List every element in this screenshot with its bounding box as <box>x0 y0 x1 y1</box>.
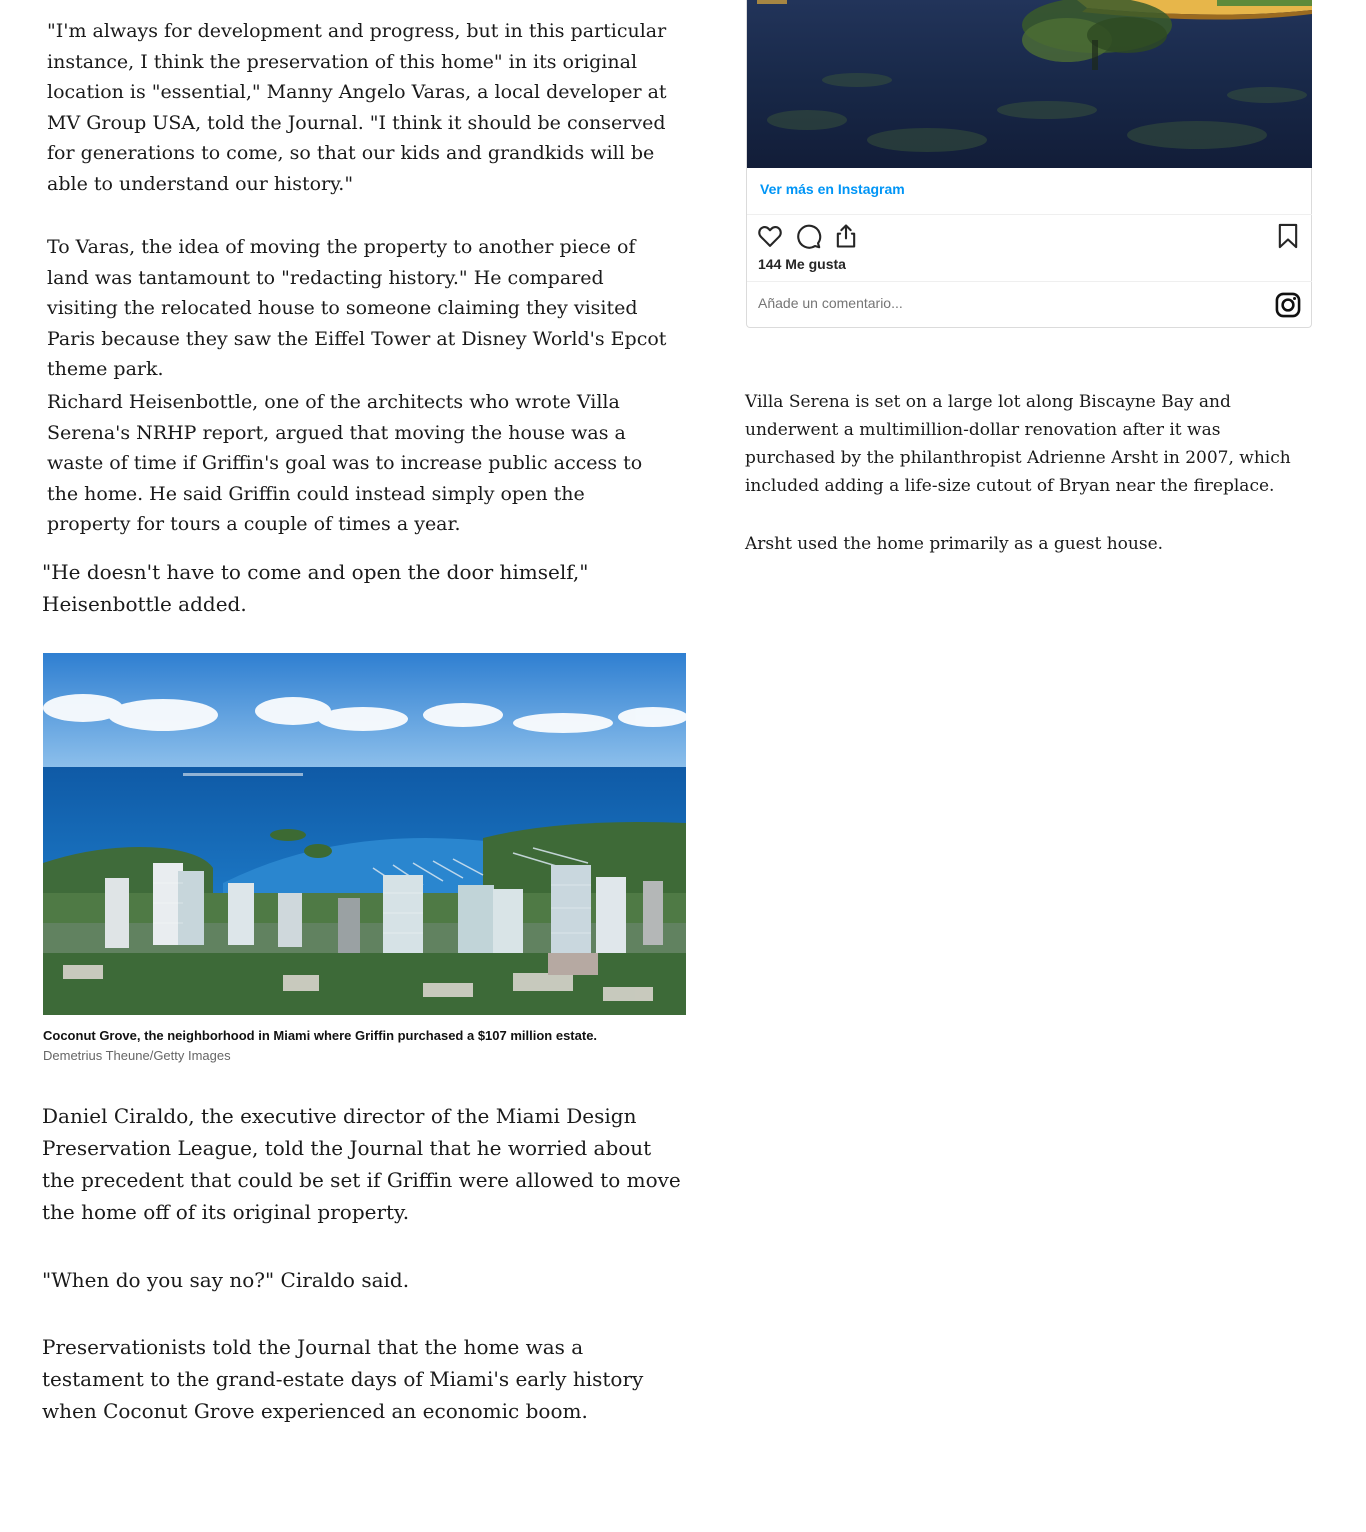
share-icon[interactable] <box>832 222 860 250</box>
article-paragraph-varas-quote: "I'm always for development and progress, but in this particular instance, I think the preservation of this home" in its original location is "essential," Manny Angelo Varas, a local developer at MV Group USA, told the Journal. "I think it should be conserved for generations to come, so that our kids and grandkids will be able to understand our history." <box>47 20 667 195</box>
article-paragraph-guest-house: Arsht used the home primarily as a guest house. <box>745 534 1164 554</box>
photo-caption: Coconut Grove, the neighborhood in Miami where Griffin purchased a $107 million estate. <box>43 1028 598 1043</box>
bookmark-icon[interactable] <box>1274 222 1302 250</box>
coconut-grove-aerial-photo <box>43 653 686 1015</box>
article-paragraph-ciraldo: Daniel Ciraldo, the executive director of the Miami Design Preservation League, told the Journal that he worried about the precedent that could be set if Griffin were allowed to move the home off of its original property. <box>42 1104 681 1224</box>
divider <box>747 214 1312 215</box>
article-paragraph-villa-serena: Villa Serena is set on a large lot along Biscayne Bay and underwent a multimillion-dollar renovation after it was purchased by the philanthropist Adrienne Arsht in 2007, which included adding a life-size cutout of Bryan near the fireplace. <box>745 392 1291 496</box>
article-paragraph-ciraldo-quote: "When do you say no?" Ciraldo said. <box>42 1268 410 1292</box>
divider <box>747 281 1312 282</box>
article-paragraph-preservationists: Preservationists told the Journal that the home was a testament to the grand-estate days of Miami's early history when Coconut Grove experienced an economic boom. <box>42 1335 644 1423</box>
view-more-on-instagram-link[interactable]: Ver más en Instagram <box>760 181 905 197</box>
article-paragraph-heisenbottle-quote: "He doesn't have to come and open the door himself," Heisenbottle added. <box>42 560 589 616</box>
instagram-post-photo[interactable] <box>747 0 1312 168</box>
instagram-embed <box>746 0 1312 328</box>
instagram-logo-icon[interactable] <box>1274 291 1302 319</box>
photo-credit: Demetrius Theune/Getty Images <box>43 1048 231 1063</box>
article-paragraph-heisenbottle: Richard Heisenbottle, one of the architects who wrote Villa Serena's NRHP report, argued that moving the house was a waste of time if Griffin's goal was to increase public access to the home. He said Griffin could instead simply open the property for tours a couple of times a year. <box>47 391 643 535</box>
likes-count: 144 Me gusta <box>758 256 846 272</box>
article-paragraph-redacting-history: To Varas, the idea of moving the property to another piece of land was tantamount to "redacting history." He compared visiting the relocated house to someone claiming they visited Paris because they saw the Eiffel Tower at Disney World's Epcot theme park. <box>47 236 667 380</box>
comment-icon[interactable] <box>794 222 822 250</box>
comment-input[interactable] <box>758 295 1258 311</box>
heart-icon[interactable] <box>756 222 784 250</box>
